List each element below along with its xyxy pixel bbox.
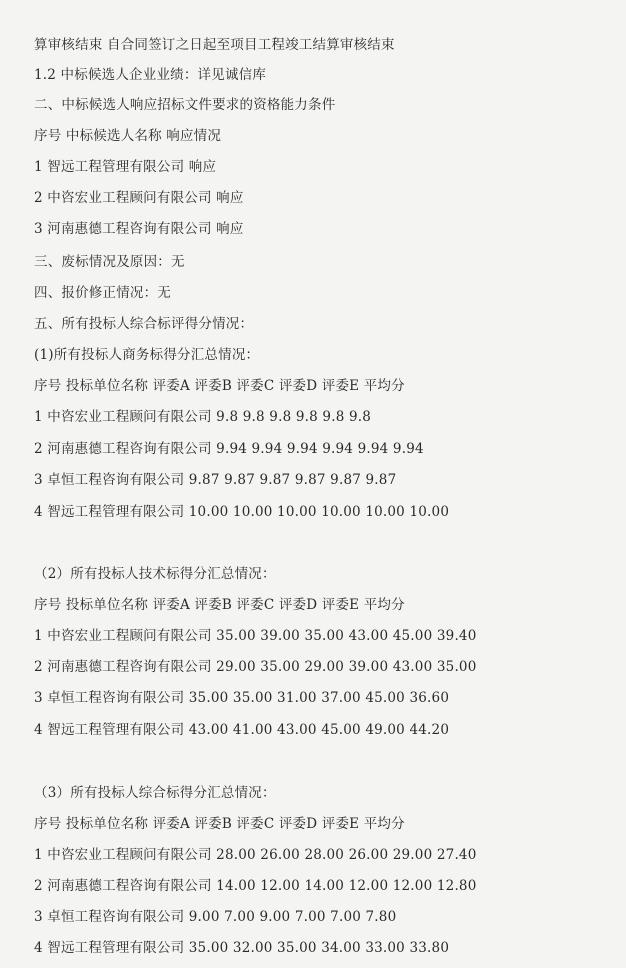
section-heading-qualification: 二、中标候选人响应招标文件要求的资格能力条件	[34, 97, 336, 113]
text-line-audit-end: 算审核结束 自合同签订之日起至项目工程竣工结算审核结束	[34, 37, 395, 53]
commercial-score-row: 2 河南惠德工程咨询有限公司 9.94 9.94 9.94 9.94 9.94 9.94	[34, 441, 424, 457]
technical-score-row: 1 中咨宏业工程顾问有限公司 35.00 39.00 35.00 43.00 45.00 39.40	[34, 628, 477, 644]
table-header-technical: 序号 投标单位名称 评委A 评委B 评委C 评委D 评委E 平均分	[34, 597, 405, 613]
qualification-row: 3 河南惠德工程咨询有限公司 响应	[34, 221, 244, 237]
subheading-overall-scores: （3）所有投标人综合标得分汇总情况：	[34, 785, 276, 801]
overall-score-row: 4 智远工程管理有限公司 35.00 32.00 35.00 34.00 33.00 33.80	[34, 940, 450, 956]
qualification-row: 1 智远工程管理有限公司 响应	[34, 159, 217, 175]
overall-score-row: 1 中咨宏业工程顾问有限公司 28.00 26.00 28.00 26.00 29.00 27.40	[34, 847, 477, 863]
text-line-performance: 1.2 中标候选人企业业绩：详见诚信库	[34, 67, 267, 83]
commercial-score-row: 3 卓恒工程咨询有限公司 9.87 9.87 9.87 9.87 9.87 9.87	[34, 472, 397, 488]
qualification-row: 2 中咨宏业工程顾问有限公司 响应	[34, 190, 244, 206]
table-header-commercial: 序号 投标单位名称 评委A 评委B 评委C 评委D 评委E 平均分	[34, 378, 405, 394]
section-heading-scores: 五、所有投标人综合标评得分情况：	[34, 316, 254, 332]
technical-score-row: 3 卓恒工程咨询有限公司 35.00 35.00 31.00 37.00 45.00 36.60	[34, 690, 450, 706]
section-heading-price-correction: 四、报价修正情况：无	[34, 285, 171, 301]
table-header-overall: 序号 投标单位名称 评委A 评委B 评委C 评委D 评委E 平均分	[34, 816, 405, 832]
commercial-score-row: 1 中咨宏业工程顾问有限公司 9.8 9.8 9.8 9.8 9.8 9.8	[34, 409, 372, 425]
section-heading-invalid-bids: 三、废标情况及原因：无	[34, 254, 185, 270]
commercial-score-row: 4 智远工程管理有限公司 10.00 10.00 10.00 10.00 10.00 10.00	[34, 504, 450, 520]
subheading-commercial-scores: (1)所有投标人商务标得分汇总情况：	[34, 347, 260, 363]
overall-score-row: 2 河南惠德工程咨询有限公司 14.00 12.00 14.00 12.00 12.00 12.80	[34, 878, 477, 894]
technical-score-row: 4 智远工程管理有限公司 43.00 41.00 43.00 45.00 49.00 44.20	[34, 722, 450, 738]
overall-score-row: 3 卓恒工程咨询有限公司 9.00 7.00 9.00 7.00 7.00 7.80	[34, 909, 397, 925]
table-header-qualification: 序号 中标候选人名称 响应情况	[34, 128, 222, 144]
technical-score-row: 2 河南惠德工程咨询有限公司 29.00 35.00 29.00 39.00 43.00 35.00	[34, 659, 477, 675]
subheading-technical-scores: （2）所有投标人技术标得分汇总情况：	[34, 566, 276, 582]
